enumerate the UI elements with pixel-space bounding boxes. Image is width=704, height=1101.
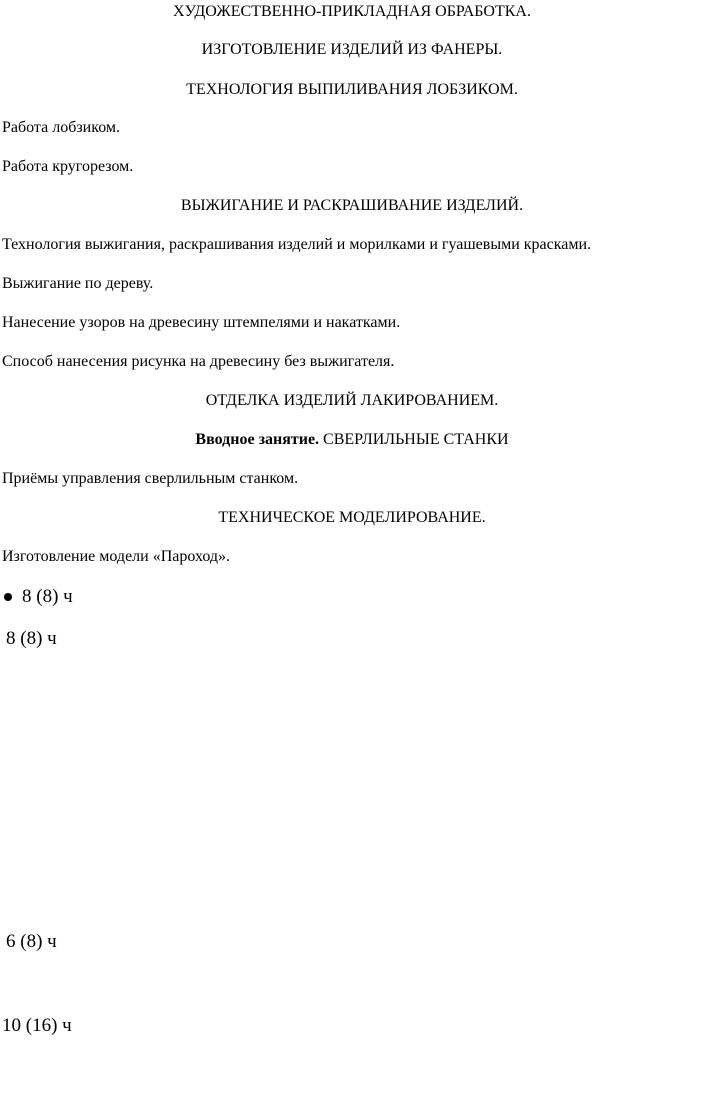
heading-art-processing: ХУДОЖЕСТВЕННО-ПРИКЛАДНАЯ ОБРАБОТКА. xyxy=(173,3,531,20)
text-burning-technology: Технология выжигания, раскрашивания изделий и морилками и гуашевыми красками. xyxy=(2,236,592,253)
text-circle-cutter-work: Работа кругорезом. xyxy=(2,158,134,175)
text-pattern-stamping: Нанесение узоров на древесину штемпелями и накатками. xyxy=(2,314,401,331)
text-steamboat-model: Изготовление модели «Пароход». xyxy=(2,548,231,565)
hours-item-2: 8 (8) ч xyxy=(6,628,57,649)
intro-lesson-label: Вводное занятие. xyxy=(195,431,320,448)
bullet-icon xyxy=(4,593,12,601)
drilling-machines-label: СВЕРЛИЛЬНЫЕ СТАНКИ xyxy=(319,431,509,448)
hours-item-1: 8 (8) ч xyxy=(22,586,73,607)
heading-drilling-machines xyxy=(0,430,704,450)
heading-burning-painting: ВЫЖИГАНИЕ И РАСКРАШИВАНИЕ ИЗДЕЛИЙ. xyxy=(180,197,524,214)
heading-technical-modeling: ТЕХНИЧЕСКОЕ МОДЕЛИРОВАНИЕ. xyxy=(218,509,486,526)
text-drawing-without-burner: Способ нанесения рисунка на древесину без выжигателя. xyxy=(2,353,395,370)
heading-jigsaw-technology: ТЕХНОЛОГИЯ ВЫПИЛИВАНИЯ ЛОБЗИКОМ. xyxy=(186,81,518,98)
text-jigsaw-work: Работа лобзиком. xyxy=(2,119,121,136)
heading-lacquer-finishing: ОТДЕЛКА ИЗДЕЛИЙ ЛАКИРОВАНИЕМ. xyxy=(205,392,499,409)
hours-item-3: 6 (8) ч xyxy=(6,931,57,952)
hours-item-4: 10 (16) ч xyxy=(2,1015,72,1036)
text-wood-burning: Выжигание по дереву. xyxy=(2,275,154,292)
text-drilling-control: Приёмы управления сверлильным станком. xyxy=(2,470,299,487)
heading-plywood-products: ИЗГОТОВЛЕНИЕ ИЗДЕЛИЙ ИЗ ФАНЕРЫ. xyxy=(201,41,503,58)
